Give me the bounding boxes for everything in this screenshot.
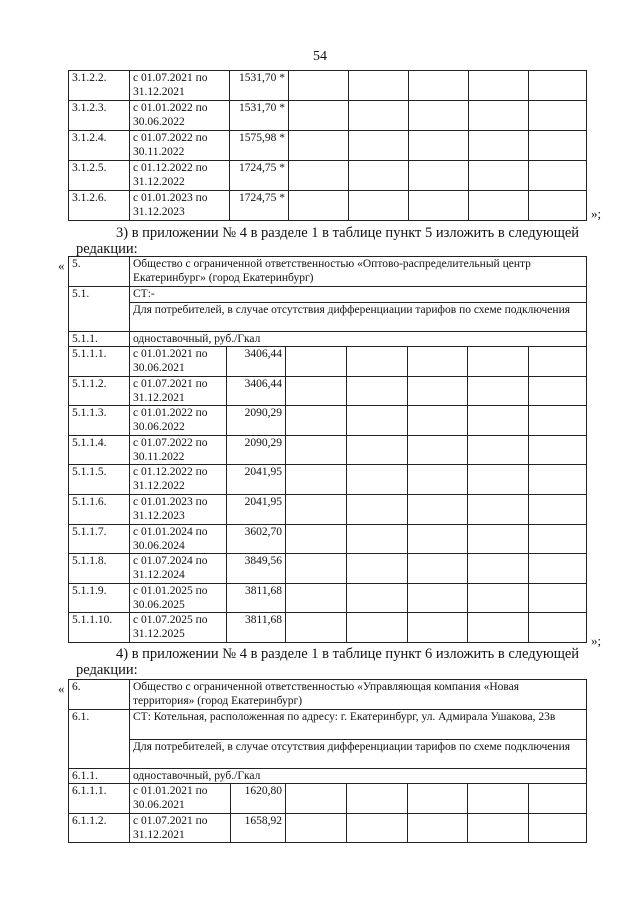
empty-cell: [529, 191, 587, 221]
empty-cell: [286, 406, 347, 436]
empty-cell: [347, 524, 408, 554]
empty-cell: [408, 435, 468, 465]
empty-cell: [529, 465, 587, 495]
empty-cell: [529, 784, 587, 814]
empty-cell: [347, 406, 408, 436]
row-value: 2090,29: [227, 435, 286, 465]
consumers-text: Для потребителей, в случае отсутствия дифференциации тарифов по схеме подключения: [130, 303, 587, 332]
row-period: с 01.07.2025 по 31.12.2025: [130, 613, 227, 643]
empty-cell: [409, 101, 469, 131]
row-code: 5.1.1.6.: [69, 494, 130, 524]
row-code: 5.1.1.1.: [69, 347, 130, 377]
row-period: с 01.01.2025 по 30.06.2025: [130, 583, 227, 613]
empty-cell: [409, 131, 469, 161]
row-code: 5.1.1.9.: [69, 583, 130, 613]
empty-cell: [529, 583, 587, 613]
table-row: [69, 191, 587, 221]
empty-cell: [408, 813, 468, 843]
row-period: с 01.07.2022 по 30.11.2022: [130, 435, 227, 465]
table-row: [69, 101, 587, 131]
empty-cell: [408, 554, 468, 584]
empty-cell: [529, 494, 587, 524]
row-value: 1575,98 *: [230, 131, 289, 161]
row-value: 3406,44: [227, 347, 286, 377]
empty-cell: [529, 524, 587, 554]
ct-text: СТ:-: [130, 287, 587, 303]
table-row: [69, 554, 587, 584]
row-period: с 01.12.2022 по 31.12.2022: [130, 161, 230, 191]
empty-cell: [286, 494, 347, 524]
row-code: 5.1.1.4.: [69, 435, 130, 465]
row-period: с 01.07.2024 по 31.12.2024: [130, 554, 227, 584]
ct-code: 5.1.: [69, 287, 130, 332]
empty-cell: [408, 494, 468, 524]
empty-cell: [286, 554, 347, 584]
empty-cell: [409, 71, 469, 101]
rate-text: одноставочный, руб./Гкал: [130, 769, 587, 784]
empty-cell: [289, 161, 349, 191]
empty-cell: [468, 613, 529, 643]
rate-text: одноставочный, руб./Гкал: [130, 332, 587, 347]
close-quote-mark: »;: [591, 633, 602, 648]
empty-cell: [347, 494, 408, 524]
empty-cell: [349, 191, 409, 221]
empty-cell: [286, 524, 347, 554]
row-code: 5.1.1.5.: [69, 465, 130, 495]
empty-cell: [349, 131, 409, 161]
empty-cell: [349, 161, 409, 191]
empty-cell: [408, 376, 468, 406]
empty-cell: [468, 347, 529, 377]
table-row: [69, 406, 587, 436]
item-code: 5.: [69, 257, 130, 287]
row-code: 6.1.1.1.: [69, 784, 130, 814]
empty-cell: [468, 494, 529, 524]
paragraph-3: 3) в приложении № 4 в разделе 1 в таблице пункт 5 изложить в следующей редакции:: [76, 225, 580, 257]
empty-cell: [529, 347, 587, 377]
empty-cell: [349, 101, 409, 131]
row-period: с 01.07.2021 по 31.12.2021: [130, 813, 231, 843]
row-period: с 01.07.2021 по 31.12.2021: [130, 376, 227, 406]
row-period: с 01.12.2022 по 31.12.2022: [130, 465, 227, 495]
table-row: [69, 347, 587, 377]
row-code: 3.1.2.3.: [69, 101, 130, 131]
row-code: 3.1.2.4.: [69, 131, 130, 161]
table-row: [69, 524, 587, 554]
empty-cell: [286, 347, 347, 377]
empty-cell: [469, 191, 529, 221]
row-value: 1531,70 *: [230, 71, 289, 101]
row-value: 2041,95: [227, 465, 286, 495]
empty-cell: [289, 131, 349, 161]
empty-cell: [347, 347, 408, 377]
empty-cell: [468, 583, 529, 613]
empty-cell: [469, 101, 529, 131]
empty-cell: [529, 131, 587, 161]
empty-cell: [468, 554, 529, 584]
empty-cell: [408, 465, 468, 495]
table-row: [69, 71, 587, 101]
tariff-table-6: [68, 679, 587, 843]
row-code: 5.1.1.8.: [69, 554, 130, 584]
empty-cell: [408, 406, 468, 436]
empty-cell: [468, 406, 529, 436]
empty-cell: [289, 71, 349, 101]
empty-cell: [349, 71, 409, 101]
row-code: 5.1.1.7.: [69, 524, 130, 554]
tariff-table-3: [68, 70, 587, 221]
empty-cell: [347, 613, 408, 643]
table-row: [69, 494, 587, 524]
organization-name: Общество с ограниченной ответственностью «Оптово-распределительный центр Екатеринбург» (город Екатеринбург): [130, 257, 587, 287]
row-period: с 01.01.2023 по 31.12.2023: [130, 191, 230, 221]
empty-cell: [408, 347, 468, 377]
empty-cell: [286, 583, 347, 613]
table-row: [69, 435, 587, 465]
row-value: 3602,70: [227, 524, 286, 554]
empty-cell: [529, 813, 587, 843]
ct-code: 6.1.: [69, 710, 130, 769]
organization-name: Общество с ограниченной ответственностью «Управляющая компания «Новая территория» (город Екатеринбург): [130, 680, 587, 710]
empty-cell: [468, 465, 529, 495]
table-row: [69, 376, 587, 406]
row-period: с 01.01.2022 по 30.06.2022: [130, 101, 230, 131]
open-quote-mark: «: [58, 681, 65, 696]
row-value: 3406,44: [227, 376, 286, 406]
empty-cell: [286, 613, 347, 643]
empty-cell: [529, 613, 587, 643]
row-value: 1724,75 *: [230, 191, 289, 221]
empty-cell: [529, 406, 587, 436]
empty-cell: [469, 161, 529, 191]
row-code: 5.1.1.2.: [69, 376, 130, 406]
table-row: [69, 613, 587, 643]
empty-cell: [529, 376, 587, 406]
row-period: с 01.01.2021 по 30.06.2021: [130, 784, 231, 814]
row-value: 3811,68: [227, 583, 286, 613]
row-code: 3.1.2.2.: [69, 71, 130, 101]
empty-cell: [347, 465, 408, 495]
paragraph-4: 4) в приложении № 4 в разделе 1 в таблице пункт 6 изложить в следующей редакции:: [76, 646, 580, 678]
row-value: 1724,75 *: [230, 161, 289, 191]
row-period: с 01.01.2022 по 30.06.2022: [130, 406, 227, 436]
rate-code: 5.1.1.: [69, 332, 130, 347]
empty-cell: [529, 71, 587, 101]
empty-cell: [286, 813, 347, 843]
row-value: 1620,80: [231, 784, 286, 814]
ct-text: СТ: Котельная, расположенная по адресу: г. Екатеринбург, ул. Адмирала Ушакова, 23в: [130, 710, 587, 740]
empty-cell: [347, 784, 408, 814]
table-row: [69, 813, 587, 843]
empty-cell: [469, 131, 529, 161]
empty-cell: [347, 813, 408, 843]
empty-cell: [469, 71, 529, 101]
empty-cell: [408, 784, 468, 814]
row-code: 5.1.1.10.: [69, 613, 130, 643]
table-row: [69, 784, 587, 814]
empty-cell: [468, 376, 529, 406]
empty-cell: [286, 435, 347, 465]
row-value: 1658,92: [231, 813, 286, 843]
empty-cell: [529, 435, 587, 465]
consumers-text: Для потребителей, в случае отсутствия дифференциации тарифов по схеме подключения: [130, 740, 587, 769]
row-period: с 01.07.2021 по 31.12.2021: [130, 71, 230, 101]
empty-cell: [286, 465, 347, 495]
item-code: 6.: [69, 680, 130, 710]
row-code: 6.1.1.2.: [69, 813, 130, 843]
empty-cell: [468, 784, 529, 814]
row-value: 2090,29: [227, 406, 286, 436]
empty-cell: [468, 435, 529, 465]
table-row: [69, 583, 587, 613]
empty-cell: [409, 161, 469, 191]
row-value: 3811,68: [227, 613, 286, 643]
row-value: 3849,56: [227, 554, 286, 584]
empty-cell: [408, 583, 468, 613]
empty-cell: [286, 376, 347, 406]
tariff-table-5: [68, 256, 587, 643]
row-period: с 01.01.2023 по 31.12.2023: [130, 494, 227, 524]
empty-cell: [347, 376, 408, 406]
table-row: [69, 465, 587, 495]
empty-cell: [347, 583, 408, 613]
row-value: 1531,70 *: [230, 101, 289, 131]
rate-code: 6.1.1.: [69, 769, 130, 784]
row-code: 5.1.1.3.: [69, 406, 130, 436]
empty-cell: [347, 554, 408, 584]
empty-cell: [289, 101, 349, 131]
table-row: [69, 161, 587, 191]
row-period: с 01.01.2024 по 30.06.2024: [130, 524, 227, 554]
row-code: 3.1.2.5.: [69, 161, 130, 191]
empty-cell: [347, 435, 408, 465]
empty-cell: [286, 784, 347, 814]
row-code: 3.1.2.6.: [69, 191, 130, 221]
row-value: 2041,95: [227, 494, 286, 524]
empty-cell: [409, 191, 469, 221]
empty-cell: [289, 191, 349, 221]
empty-cell: [408, 524, 468, 554]
close-quote-mark: »;: [591, 206, 602, 221]
row-period: с 01.01.2021 по 30.06.2021: [130, 347, 227, 377]
empty-cell: [529, 101, 587, 131]
empty-cell: [468, 524, 529, 554]
open-quote-mark: «: [58, 258, 65, 273]
page-number: 54: [313, 49, 327, 64]
empty-cell: [468, 813, 529, 843]
empty-cell: [408, 613, 468, 643]
row-period: с 01.07.2022 по 30.11.2022: [130, 131, 230, 161]
table-row: [69, 131, 587, 161]
empty-cell: [529, 161, 587, 191]
empty-cell: [529, 554, 587, 584]
